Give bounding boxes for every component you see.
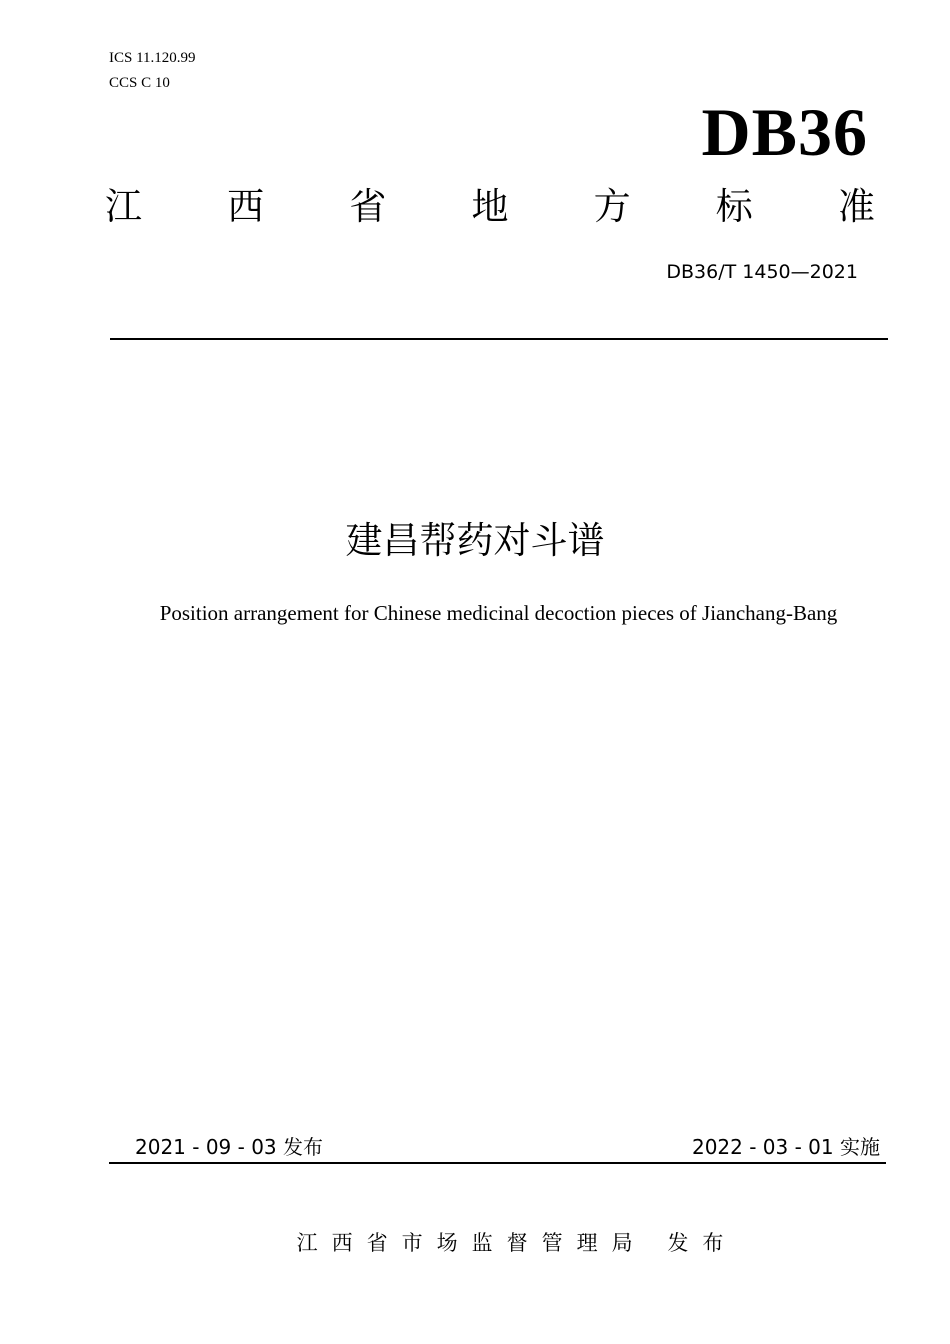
standard-kind [105, 184, 875, 230]
ics-code: ICS 11.120.99 [109, 50, 196, 66]
issue-date: 2021 - 09 - 03 发布 [135, 1135, 324, 1159]
document-title-english: Position arrangement for Chinese medicinal decoction pieces of Jianchang-Bang [159, 601, 838, 625]
standard-kind-char: 省 [349, 185, 387, 228]
standard-kind-char: 江 [105, 185, 142, 228]
implementation-date: 2022 - 03 - 01 实施 [691, 1135, 880, 1159]
ccs-code: CCS C 10 [109, 75, 170, 91]
publisher: 江西省市场监督管理局 发布 [296, 1231, 738, 1255]
header-divider [110, 338, 888, 340]
standard-kind-char: 方 [593, 185, 631, 228]
db-mark: DB36 [701, 94, 868, 170]
standard-number: DB36/T 1450—2021 [666, 261, 858, 283]
standard-kind-char: 地 [471, 185, 509, 228]
standard-kind-char: 西 [227, 185, 265, 228]
standard-kind-char: 标 [715, 185, 753, 228]
standard-kind-char: 准 [837, 185, 875, 228]
document-title-chinese: 建昌帮药对斗谱 [345, 519, 605, 562]
footer-divider [109, 1162, 886, 1164]
